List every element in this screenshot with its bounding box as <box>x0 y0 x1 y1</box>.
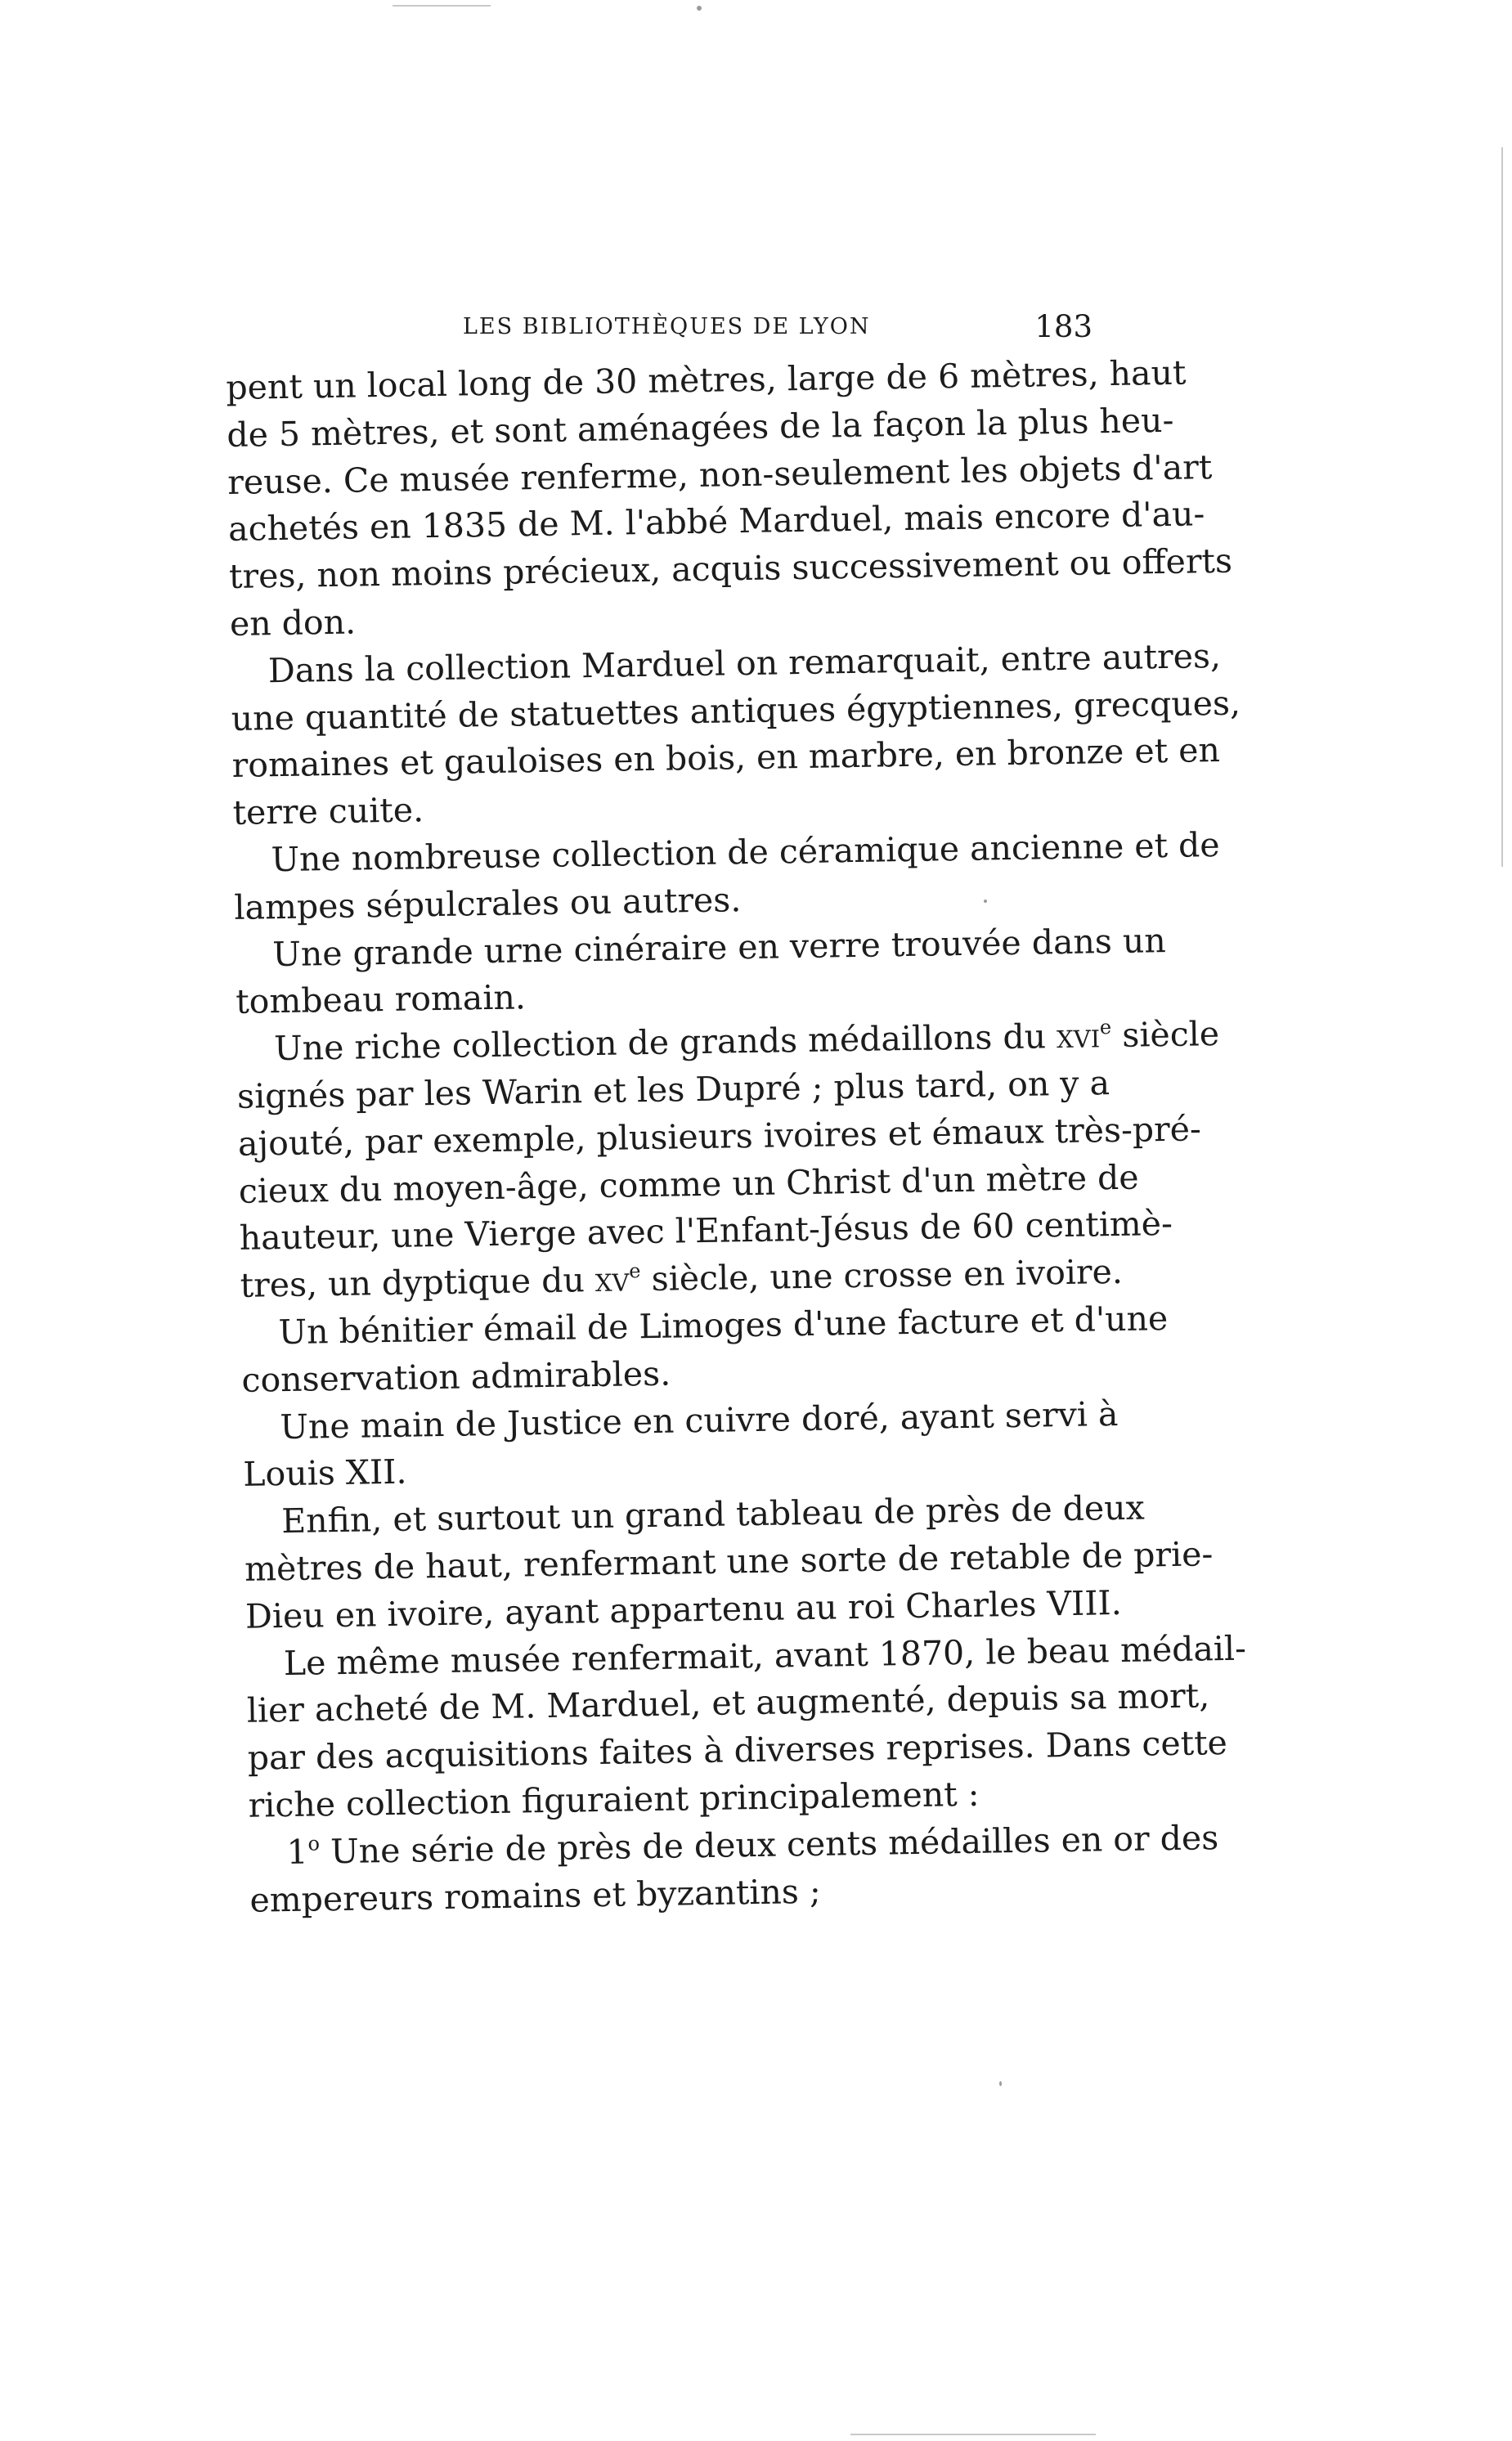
text-line: pent un local long de 30 mètres, large de 6 mètres, haut <box>226 352 1187 407</box>
ink-speck <box>999 2081 1002 2086</box>
century-superscript: e <box>629 1259 641 1283</box>
text-line: Louis XII. <box>242 1452 407 1495</box>
text-segment: Une série de près de deux cents médailles en or des <box>319 1817 1219 1872</box>
text-line: hauteur, une Vierge avec l'Enfant-Jésus de 60 centimè- <box>239 1204 1173 1259</box>
text-line: reuse. Ce musée renferme, non-seulement les objets d'art <box>227 446 1213 502</box>
text-segment: Une riche collection de grands médaillons du <box>273 1016 1057 1069</box>
text-line: par des acquisitions faites à diverses reprises. Dans cette <box>247 1723 1228 1778</box>
text-line: lier acheté de M. Marduel, et augmenté, depuis sa mort, <box>246 1676 1210 1731</box>
text-line: Une grande urne cinéraire en verre trouvée dans un <box>271 920 1167 974</box>
text-line: en don. <box>229 602 357 644</box>
ordinal-superscript: o <box>307 1832 321 1855</box>
ink-speck <box>697 6 702 11</box>
top-edge-scan-mark <box>393 5 491 7</box>
text-segment: tres, un dyptique du <box>240 1260 596 1305</box>
right-edge-scan-mark <box>1501 147 1503 867</box>
text-line: Un bénitier émail de Limoges d'une facture et d'une <box>278 1298 1169 1353</box>
text-line: empereurs romains et byzantins ; <box>249 1871 822 1920</box>
text-line: romaines et gauloises en bois, en marbre, en bronze et en <box>231 730 1221 786</box>
text-line: ajouté, par exemple, plusieurs ivoires et émaux très-pré- <box>237 1109 1202 1164</box>
bottom-edge-scan-mark <box>850 2434 1096 2435</box>
text-line: terre cuite. <box>232 790 424 833</box>
text-line: mètres de haut, renfermant une sorte de retable de prie- <box>244 1534 1214 1589</box>
list-number: 1 <box>286 1832 309 1872</box>
text-segment: siècle <box>1110 1014 1220 1056</box>
text-line: achetés en 1835 de M. l'abbé Marduel, mais encore d'au- <box>227 494 1205 550</box>
text-segment: siècle, une crosse en ivoire. <box>640 1252 1124 1299</box>
text-line: Dieu en ivoire, ayant appartenu au roi Charles VIII. <box>245 1582 1123 1636</box>
century-numeral: xvi <box>1056 1016 1101 1057</box>
text-line: tres, non moins précieux, acquis successivement ou offerts <box>228 541 1233 597</box>
text-line: Enfin, et surtout un grand tableau de près de deux <box>280 1487 1146 1541</box>
body-text <box>226 351 1247 1924</box>
text-line: de 5 mètres, et sont aménagées de la façon la plus heu- <box>226 400 1174 455</box>
text-line: conservation admirables. <box>241 1353 671 1400</box>
century-superscript: e <box>1099 1016 1112 1039</box>
text-line: tombeau romain. <box>235 977 527 1022</box>
text-line: cieux du moyen-âge, comme un Christ d'un mètre de <box>238 1157 1139 1211</box>
text-line: Une main de Justice en cuivre doré, ayant servi à <box>280 1393 1119 1447</box>
text-line: Une nombreuse collection de céramique ancienne et de <box>271 824 1220 880</box>
running-title: LES BIBLIOTHÈQUES DE LYON <box>463 314 871 339</box>
text-line: riche collection figuraient principalement : <box>248 1774 980 1825</box>
text-line: lampes sépulcrales ou autres. <box>234 879 742 927</box>
text-line: signés par les Warin et les Dupré ; plus tard, on y a <box>236 1063 1110 1116</box>
text-line: Le même musée renfermait, avant 1870, le beau médail- <box>283 1628 1247 1683</box>
century-numeral: xv <box>594 1259 630 1300</box>
text-line: Dans la collection Marduel on remarquait, entre autres, <box>267 635 1222 691</box>
text-line: une quantité de statuettes antiques égyptiennes, grecques, <box>231 683 1241 738</box>
page-number: 183 <box>1034 309 1092 344</box>
